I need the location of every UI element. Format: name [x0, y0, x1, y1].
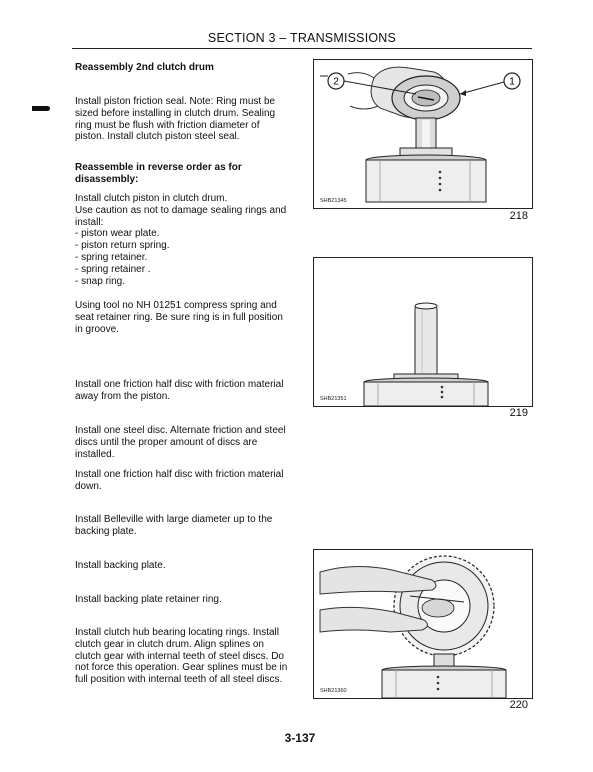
- para-backing-plate: Install backing plate.: [75, 560, 166, 571]
- callout-2-label: 2: [333, 76, 339, 88]
- list-line: - piston wear plate.: [75, 228, 160, 240]
- figure-number-219: 219: [509, 407, 528, 419]
- figure-219: [313, 257, 533, 407]
- list-line: - snap ring.: [75, 275, 126, 287]
- margin-marker: [32, 106, 50, 111]
- para-friction-down: Install one friction half disc with friction material down.: [75, 469, 284, 492]
- figure-218: [313, 59, 533, 209]
- heading-reverse-order: Reassemble in reverse order as for disassembly:: [75, 162, 242, 185]
- callout-1-label: 1: [509, 76, 515, 88]
- para-friction-half-disc: Install one friction half disc with friction material away from the piston.: [75, 379, 284, 402]
- heading-reassembly: Reassembly 2nd clutch drum: [75, 62, 214, 73]
- para-retainer-ring: Install backing plate retainer ring.: [75, 594, 222, 605]
- clutch-gear-install-illustration: [314, 550, 532, 698]
- figure-220: [313, 549, 533, 699]
- list-line: - spring retainer.: [75, 251, 148, 263]
- para-compress-spring: Using tool no NH 01251 compress spring and seat retainer ring. Be sure ring is in full position in groove.: [75, 300, 283, 335]
- para-steel-disc: Install one steel disc. Alternate friction and steel discs until the proper amount of discs are installed.: [75, 425, 286, 460]
- figure-number-218: 218: [509, 210, 528, 222]
- list-line: - piston return spring.: [75, 240, 170, 252]
- list-line: - spring retainer .: [75, 263, 151, 275]
- para-belleville: Install Belleville with large diameter up to the backing plate.: [75, 514, 273, 537]
- para-clutch-hub: Install clutch hub bearing locating rings. Install clutch gear in clutch drum. Align splines on clutch gear with internal teeth of steel discs. Do not force this operation. Gear splines must be in full position with internal teeth of all steel discs.: [75, 627, 288, 686]
- page-header: SECTION 3 – TRANSMISSIONS: [207, 31, 397, 45]
- para-install-list: [75, 193, 290, 287]
- list-line: Install clutch piston in clutch drum.: [75, 193, 228, 204]
- header-rule: [72, 48, 532, 49]
- figure-code: SHB21351: [320, 396, 347, 402]
- list-line: Use caution as not to damage sealing rings and install:: [75, 204, 287, 228]
- clutch-drum-seal-illustration: [314, 60, 532, 208]
- page-number: 3-137: [284, 731, 316, 745]
- figure-number-220: 220: [509, 699, 528, 711]
- figure-code: SHB21345: [320, 198, 347, 204]
- clutch-drum-assembled-illustration: [314, 258, 532, 406]
- figure-code: SHB21360: [320, 688, 347, 694]
- para-piston-seal: Install piston friction seal. Note: Ring must be sized before installing in clutch drum. Sealing ring must be flush with friction diameter of piston. Install clutch piston steel seal.: [75, 96, 276, 143]
